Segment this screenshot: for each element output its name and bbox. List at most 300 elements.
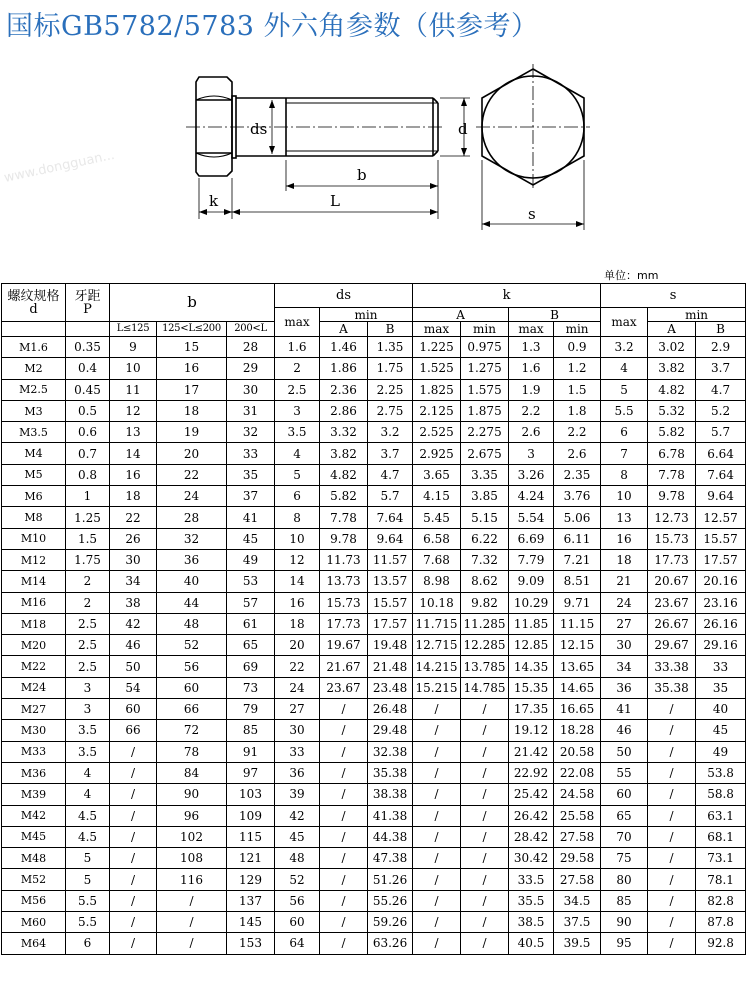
table-cell: 12.85 [509, 635, 554, 656]
table-cell: 103 [227, 784, 275, 805]
table-cell: / [320, 933, 368, 954]
table-cell: 51.26 [368, 869, 413, 890]
table-cell: 3.5 [275, 422, 320, 443]
table-cell: 23.67 [320, 677, 368, 698]
table-cell: 55.26 [368, 890, 413, 911]
table-row [2, 762, 746, 783]
table-cell: 41 [601, 699, 648, 720]
table-cell: 23.16 [696, 592, 746, 613]
table-cell: / [320, 720, 368, 741]
table-cell: 36 [601, 677, 648, 698]
table-cell: 2.525 [413, 422, 461, 443]
table-cell: 96 [157, 805, 227, 826]
table-cell: 15.73 [648, 528, 696, 549]
table-cell: 1.525 [413, 358, 461, 379]
table-cell: 15.57 [696, 528, 746, 549]
table-cell: 1.46 [320, 337, 368, 358]
table-cell: 0.5 [66, 400, 110, 421]
table-cell: 21 [601, 571, 648, 592]
table-cell: 56 [157, 656, 227, 677]
table-cell: 7.79 [509, 549, 554, 570]
table-cell: 49 [696, 741, 746, 762]
table-cell: / [413, 699, 461, 720]
table-row [2, 571, 746, 592]
table-cell: 80 [601, 869, 648, 890]
table-cell: 17.57 [368, 613, 413, 634]
table-cell: 6 [275, 486, 320, 507]
table-row [2, 592, 746, 613]
table-cell: 52 [157, 635, 227, 656]
table-cell: 26.42 [509, 805, 554, 826]
table-cell: 14.35 [509, 656, 554, 677]
table-cell: 2 [275, 358, 320, 379]
table-cell: 75 [601, 848, 648, 869]
table-cell: / [648, 762, 696, 783]
table-cell: 37 [227, 486, 275, 507]
table-cell: 6.22 [461, 528, 509, 549]
table-cell: 6 [601, 422, 648, 443]
table-cell: 4.15 [413, 486, 461, 507]
table-cell: 8.51 [554, 571, 601, 592]
table-cell: 59.26 [368, 912, 413, 933]
table-cell: 17.35 [509, 699, 554, 720]
table-cell: 16 [110, 464, 157, 485]
table-cell: 6.69 [509, 528, 554, 549]
table-cell: 1 [66, 486, 110, 507]
cell-size: M18 [2, 613, 66, 634]
table-cell: 40 [696, 699, 746, 720]
table-cell: / [110, 933, 157, 954]
table-cell: 5.5 [66, 890, 110, 911]
table-cell: 22.92 [509, 762, 554, 783]
table-cell: 63.1 [696, 805, 746, 826]
cell-size: M60 [2, 912, 66, 933]
table-cell: 2.5 [66, 613, 110, 634]
table-cell: 22 [275, 656, 320, 677]
table-cell: 20 [157, 443, 227, 464]
table-cell: / [648, 784, 696, 805]
table-cell: 48 [275, 848, 320, 869]
table-cell: / [413, 912, 461, 933]
cell-size: M24 [2, 677, 66, 698]
table-cell: 12.73 [648, 507, 696, 528]
table-cell: 27.58 [554, 826, 601, 847]
cell-size: M8 [2, 507, 66, 528]
table-cell: 36 [275, 762, 320, 783]
table-cell: 1.225 [413, 337, 461, 358]
table-cell: 9.82 [461, 592, 509, 613]
table-cell: 2.6 [554, 443, 601, 464]
table-cell: / [110, 912, 157, 933]
bolt-head-side [196, 77, 236, 176]
table-cell: 7.68 [413, 549, 461, 570]
table-cell: 9.78 [648, 486, 696, 507]
table-cell: 145 [227, 912, 275, 933]
table-cell: 26 [110, 528, 157, 549]
table-cell: 73.1 [696, 848, 746, 869]
table-cell: / [320, 762, 368, 783]
cell-size: M3.5 [2, 422, 66, 443]
table-cell: 3.5 [66, 720, 110, 741]
table-cell: 2.5 [66, 656, 110, 677]
header-b-short: L≤125 [110, 322, 157, 337]
table-cell: 33.38 [648, 656, 696, 677]
table-cell: 40 [157, 571, 227, 592]
watermark: www.dongguan... [2, 147, 117, 186]
page-title: 国标GB5782/5783 外六角参数（供参考） [6, 11, 539, 42]
table-cell: 68.1 [696, 826, 746, 847]
table-cell: 137 [227, 890, 275, 911]
table-cell: 8 [275, 507, 320, 528]
bolt-head-end [476, 64, 590, 190]
table-cell: 24 [601, 592, 648, 613]
table-cell: / [413, 741, 461, 762]
table-cell: 97 [227, 762, 275, 783]
table-row [2, 549, 746, 570]
header-b-long: 200<L [227, 322, 275, 337]
table-cell: 5.82 [648, 422, 696, 443]
table-cell: / [110, 784, 157, 805]
table-cell: / [320, 869, 368, 890]
table-row [2, 784, 746, 805]
table-cell: 7.32 [461, 549, 509, 570]
table-cell: 9 [110, 337, 157, 358]
table-cell: 58.8 [696, 784, 746, 805]
table-cell: 2.925 [413, 443, 461, 464]
table-cell: 44 [157, 592, 227, 613]
table-cell: 18 [275, 613, 320, 634]
table-cell: 61 [227, 613, 275, 634]
table-row [2, 486, 746, 507]
table-cell: 66 [110, 720, 157, 741]
header-k-B: B [509, 308, 601, 322]
table-cell: 19 [157, 422, 227, 443]
table-cell: 10 [110, 358, 157, 379]
table-cell: 2.25 [368, 379, 413, 400]
table-cell: 4 [66, 762, 110, 783]
table-cell: 26.48 [368, 699, 413, 720]
table-cell: 9.64 [368, 528, 413, 549]
table-cell: 2.35 [554, 464, 601, 485]
table-cell: 57 [227, 592, 275, 613]
table-cell: 1.2 [554, 358, 601, 379]
table-cell: 28 [227, 337, 275, 358]
table-cell: 35.38 [648, 677, 696, 698]
table-cell: 42 [275, 805, 320, 826]
table-cell: 14.65 [554, 677, 601, 698]
header-k: k [413, 284, 601, 308]
table-cell: / [413, 848, 461, 869]
table-cell: 53.8 [696, 762, 746, 783]
cell-size: M45 [2, 826, 66, 847]
table-cell: 3 [66, 677, 110, 698]
table-cell: 5 [66, 869, 110, 890]
table-cell: 35.38 [368, 762, 413, 783]
table-cell: 5.2 [696, 400, 746, 421]
table-cell: / [110, 741, 157, 762]
table-cell: 20.58 [554, 741, 601, 762]
table-cell: 30 [601, 635, 648, 656]
table-cell: 90 [157, 784, 227, 805]
table-cell: 0.35 [66, 337, 110, 358]
table-cell: 48 [157, 613, 227, 634]
table-cell: 2.86 [320, 400, 368, 421]
table-cell: / [648, 933, 696, 954]
label-L: L [330, 192, 340, 210]
table-cell: 56 [275, 890, 320, 911]
cell-size: M64 [2, 933, 66, 954]
table-row [2, 741, 746, 762]
header-ds: ds [275, 284, 413, 308]
table-cell: 87.8 [696, 912, 746, 933]
table-cell: 82.8 [696, 890, 746, 911]
table-cell: 30.42 [509, 848, 554, 869]
table-cell: 11.73 [320, 549, 368, 570]
cell-size: M42 [2, 805, 66, 826]
label-s: s [528, 205, 536, 223]
table-cell: 17 [157, 379, 227, 400]
table-cell: 12.15 [554, 635, 601, 656]
table-cell: 6.11 [554, 528, 601, 549]
table-cell: 6.58 [413, 528, 461, 549]
table-cell: 21.42 [509, 741, 554, 762]
table-cell: 3.76 [554, 486, 601, 507]
table-cell: 1.86 [320, 358, 368, 379]
table-cell: 7.64 [696, 464, 746, 485]
table-cell: 64 [275, 933, 320, 954]
table-cell: 5.06 [554, 507, 601, 528]
table-cell: / [461, 869, 509, 890]
cell-size: M20 [2, 635, 66, 656]
cell-size: M2.5 [2, 379, 66, 400]
table-cell: 95 [601, 933, 648, 954]
table-cell: 2.5 [275, 379, 320, 400]
header-b-mid: 125<L≤200 [157, 322, 227, 337]
table-cell: 16 [275, 592, 320, 613]
table-cell: 0.975 [461, 337, 509, 358]
table-cell: 17.73 [320, 613, 368, 634]
cell-size: M16 [2, 592, 66, 613]
table-cell: 6.64 [696, 443, 746, 464]
table-cell: 2 [66, 592, 110, 613]
table-row [2, 720, 746, 741]
table-row [2, 358, 746, 379]
table-cell: 8.62 [461, 571, 509, 592]
table-cell: 12 [110, 400, 157, 421]
table-cell: 3.26 [509, 464, 554, 485]
table-cell: 8 [601, 464, 648, 485]
table-cell: / [110, 805, 157, 826]
bolt-drawing [0, 0, 750, 235]
table-cell: 0.9 [554, 337, 601, 358]
table-cell: / [413, 762, 461, 783]
table-cell: 3 [509, 443, 554, 464]
table-cell: / [648, 741, 696, 762]
table-cell: 5 [66, 848, 110, 869]
table-cell: 1.75 [66, 549, 110, 570]
table-cell: / [461, 699, 509, 720]
table-cell: 13 [601, 507, 648, 528]
table-cell: 31 [227, 400, 275, 421]
table-cell: 13.785 [461, 656, 509, 677]
table-cell: 32.38 [368, 741, 413, 762]
table-cell: 11.715 [413, 613, 461, 634]
table-cell: 39.5 [554, 933, 601, 954]
table-cell: 5 [601, 379, 648, 400]
table-cell: 35 [227, 464, 275, 485]
table-cell: 12.715 [413, 635, 461, 656]
table-cell: 92.8 [696, 933, 746, 954]
table-cell: 10.29 [509, 592, 554, 613]
table-cell: 24.58 [554, 784, 601, 805]
table-cell: 4.5 [66, 826, 110, 847]
table-cell: 45 [696, 720, 746, 741]
cell-size: M6 [2, 486, 66, 507]
table-cell: 5.54 [509, 507, 554, 528]
table-cell: / [110, 869, 157, 890]
table-cell: 2.2 [554, 422, 601, 443]
table-cell: 1.825 [413, 379, 461, 400]
table-cell: 30 [110, 549, 157, 570]
table-cell: 2.6 [509, 422, 554, 443]
cell-size: M33 [2, 741, 66, 762]
table-cell: 42 [110, 613, 157, 634]
cell-size: M27 [2, 699, 66, 720]
table-cell: 33 [275, 741, 320, 762]
table-cell: / [648, 805, 696, 826]
table-cell: 13.65 [554, 656, 601, 677]
table-row [2, 613, 746, 634]
table-cell: / [648, 826, 696, 847]
cell-size: M2 [2, 358, 66, 379]
table-cell: 108 [157, 848, 227, 869]
table-cell: 35 [696, 677, 746, 698]
cell-size: M39 [2, 784, 66, 805]
table-cell: 29.58 [554, 848, 601, 869]
table-cell: 1.9 [509, 379, 554, 400]
table-cell: 22.08 [554, 762, 601, 783]
header-ds-B: B [368, 322, 413, 337]
table-cell: 7.78 [648, 464, 696, 485]
table-row [2, 400, 746, 421]
cell-size: M1.6 [2, 337, 66, 358]
table-cell: 16 [601, 528, 648, 549]
table-cell: 20.67 [648, 571, 696, 592]
table-cell: / [320, 826, 368, 847]
table-cell: 23.48 [368, 677, 413, 698]
table-cell: 12.57 [696, 507, 746, 528]
table-cell: 1.5 [66, 528, 110, 549]
table-cell: / [648, 720, 696, 741]
table-cell: 15.73 [320, 592, 368, 613]
table-cell: 60 [157, 677, 227, 698]
header-ds-A: A [320, 322, 368, 337]
header-ds-min: min [320, 308, 413, 322]
table-cell: 2.5 [66, 635, 110, 656]
table-cell: / [110, 826, 157, 847]
table-cell: 14.215 [413, 656, 461, 677]
table-cell: 32 [157, 528, 227, 549]
table-cell: 9.71 [554, 592, 601, 613]
table-cell: 3.32 [320, 422, 368, 443]
table-cell: 4.7 [696, 379, 746, 400]
table-cell: 1.35 [368, 337, 413, 358]
table-cell: 3.7 [696, 358, 746, 379]
table-cell: 19.12 [509, 720, 554, 741]
table-cell: 85 [227, 720, 275, 741]
table-cell: 102 [157, 826, 227, 847]
table-cell: 13.73 [320, 571, 368, 592]
table-cell: 4.82 [320, 464, 368, 485]
table-cell: 38.38 [368, 784, 413, 805]
table-cell: 153 [227, 933, 275, 954]
table-cell: 33 [696, 656, 746, 677]
table-cell: 116 [157, 869, 227, 890]
table-cell: 84 [157, 762, 227, 783]
table-row [2, 507, 746, 528]
header-s-max: max [601, 308, 648, 337]
cell-size: M22 [2, 656, 66, 677]
table-cell: 65 [601, 805, 648, 826]
header-k-A-max: max [413, 322, 461, 337]
table-cell: / [320, 912, 368, 933]
table-cell: 25.42 [509, 784, 554, 805]
table-cell: 16 [157, 358, 227, 379]
table-cell: 10 [601, 486, 648, 507]
table-cell: / [157, 912, 227, 933]
table-cell: 3 [275, 400, 320, 421]
table-cell: 1.75 [368, 358, 413, 379]
table-cell: 41.38 [368, 805, 413, 826]
table-cell: 1.6 [275, 337, 320, 358]
table-cell: 24 [157, 486, 227, 507]
table-cell: 7 [601, 443, 648, 464]
table-cell: 52 [275, 869, 320, 890]
table-cell: 8.98 [413, 571, 461, 592]
table-cell: 121 [227, 848, 275, 869]
table-cell: / [461, 720, 509, 741]
table-cell: 5.45 [413, 507, 461, 528]
table-cell: 2.36 [320, 379, 368, 400]
table-cell: 28 [157, 507, 227, 528]
table-cell: 16.65 [554, 699, 601, 720]
cell-size: M56 [2, 890, 66, 911]
table-cell: 30 [227, 379, 275, 400]
table-cell: 29.67 [648, 635, 696, 656]
table-cell: 69 [227, 656, 275, 677]
table-cell: 25.58 [554, 805, 601, 826]
table-cell: / [110, 848, 157, 869]
header-k-A: A [413, 308, 509, 322]
table-cell: 5.5 [601, 400, 648, 421]
label-k: k [209, 192, 219, 210]
table-cell: 14 [275, 571, 320, 592]
table-cell: 5.82 [320, 486, 368, 507]
header-b: b [110, 284, 275, 322]
table-cell: 33 [227, 443, 275, 464]
table-cell: 14.785 [461, 677, 509, 698]
table-cell: / [648, 869, 696, 890]
table-cell: 60 [275, 912, 320, 933]
table-cell: 3.65 [413, 464, 461, 485]
table-cell: 10 [275, 528, 320, 549]
spec-table-body [2, 337, 746, 955]
table-cell: 37.5 [554, 912, 601, 933]
table-cell: 35.5 [509, 890, 554, 911]
table-cell: 27 [275, 699, 320, 720]
table-cell: / [320, 784, 368, 805]
header-pitch: 牙距 P [66, 284, 110, 322]
